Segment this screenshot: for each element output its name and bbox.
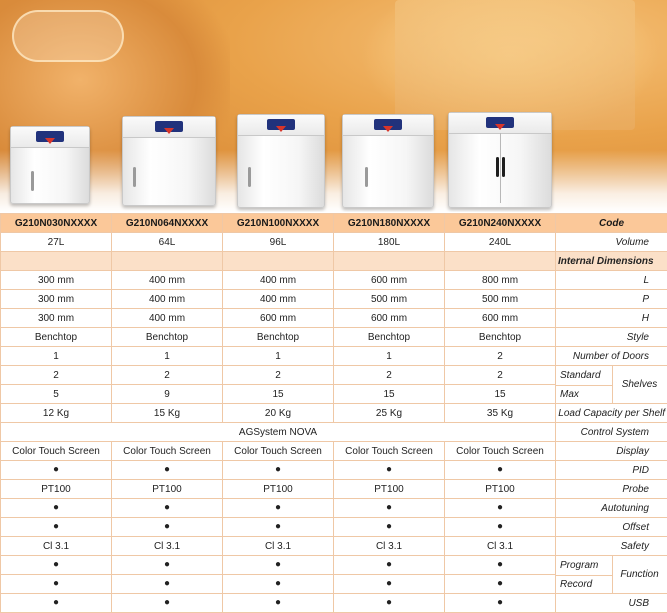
dimension-value: 600 mm (445, 309, 556, 328)
bullet-icon: ● (445, 499, 556, 518)
style-value: Benchtop (334, 328, 445, 347)
style-value: Benchtop (112, 328, 223, 347)
bullet-icon: ● (334, 499, 445, 518)
probe-value: PT100 (223, 480, 334, 499)
specifications-table (0, 213, 667, 613)
style-value: Benchtop (1, 328, 112, 347)
bullet-icon: ● (1, 461, 112, 480)
dimension-value: 400 mm (223, 271, 334, 290)
style-value: Benchtop (445, 328, 556, 347)
bullet-icon: ● (1, 518, 112, 537)
doors-row (1, 347, 667, 366)
display-value: Color Touch Screen (112, 442, 223, 461)
shelves-label-cell (556, 366, 667, 404)
offset-row (1, 518, 667, 537)
shelves-max-value: 9 (112, 385, 223, 404)
background-monitor (395, 0, 635, 130)
dimension-value: 400 mm (112, 309, 223, 328)
safety-value: Cl 3.1 (112, 537, 223, 556)
volume-value: 240L (445, 233, 556, 252)
bullet-icon: ● (1, 499, 112, 518)
safety-value: Cl 3.1 (223, 537, 334, 556)
bullet-icon: ● (334, 594, 445, 613)
bullet-icon: ● (445, 575, 556, 594)
display-value: Color Touch Screen (1, 442, 112, 461)
bullet-icon: ● (445, 594, 556, 613)
incubator-image-4 (342, 114, 434, 208)
dimension-value: 400 mm (112, 290, 223, 309)
shelves-max-value: 15 (445, 385, 556, 404)
bullet-icon: ● (445, 556, 556, 575)
probe-value: PT100 (112, 480, 223, 499)
bullet-icon: ● (445, 518, 556, 537)
function-record-label: Record (556, 576, 612, 594)
bullet-icon: ● (112, 575, 223, 594)
hero-banner (0, 0, 667, 212)
pid-row (1, 461, 667, 480)
probe-value: PT100 (445, 480, 556, 499)
bullet-icon: ● (223, 518, 334, 537)
function-label: Function (612, 556, 667, 593)
incubator-image-5 (448, 112, 552, 208)
probe-label: Probe (556, 480, 667, 499)
dimension-l-row (1, 271, 667, 290)
display-value: Color Touch Screen (334, 442, 445, 461)
shelves-standard-value: 2 (223, 366, 334, 385)
bullet-icon: ● (223, 499, 334, 518)
probe-row (1, 480, 667, 499)
dimension-h-label: H (556, 309, 667, 328)
safety-goggles (12, 10, 124, 62)
bullet-icon: ● (112, 518, 223, 537)
doors-value: 1 (334, 347, 445, 366)
shelves-max-value: 15 (223, 385, 334, 404)
dimension-value: 600 mm (334, 309, 445, 328)
shelves-label: Shelves (612, 366, 667, 403)
model-code: G210N100NXXXX (223, 214, 334, 233)
dimension-l-label: L (556, 271, 667, 290)
doors-value: 2 (445, 347, 556, 366)
shelves-standard-value: 2 (1, 366, 112, 385)
shelves-standard-value: 2 (334, 366, 445, 385)
dimension-value: 300 mm (1, 290, 112, 309)
probe-value: PT100 (334, 480, 445, 499)
dimension-value: 500 mm (334, 290, 445, 309)
dimension-p-label: P (556, 290, 667, 309)
dimension-value: 600 mm (334, 271, 445, 290)
display-row (1, 442, 667, 461)
autotuning-label: Autotuning (556, 499, 667, 518)
load-value: 25 Kg (334, 404, 445, 423)
model-code: G210N030NXXXX (1, 214, 112, 233)
bullet-icon: ● (334, 556, 445, 575)
volume-value: 180L (334, 233, 445, 252)
safety-value: Cl 3.1 (1, 537, 112, 556)
volume-value: 27L (1, 233, 112, 252)
shelves-standard-row (1, 366, 667, 385)
bullet-icon: ● (1, 575, 112, 594)
function-program-row (1, 556, 667, 575)
usb-label: USB (556, 594, 667, 613)
model-code-row (1, 214, 667, 233)
doors-value: 1 (1, 347, 112, 366)
doors-value: 1 (223, 347, 334, 366)
incubator-image-3 (237, 114, 325, 208)
doors-value: 1 (112, 347, 223, 366)
style-value: Benchtop (223, 328, 334, 347)
volume-row (1, 233, 667, 252)
bullet-icon: ● (334, 575, 445, 594)
dimension-value: 800 mm (445, 271, 556, 290)
volume-value: 96L (223, 233, 334, 252)
usb-row (1, 594, 667, 613)
bullet-icon: ● (223, 575, 334, 594)
pid-label: PID (556, 461, 667, 480)
dimension-p-row (1, 290, 667, 309)
probe-value: PT100 (1, 480, 112, 499)
offset-label: Offset (556, 518, 667, 537)
bullet-icon: ● (112, 499, 223, 518)
dimension-value: 600 mm (223, 309, 334, 328)
dimension-value: 300 mm (1, 271, 112, 290)
bullet-icon: ● (1, 556, 112, 575)
bullet-icon: ● (334, 518, 445, 537)
model-code: G210N240NXXXX (445, 214, 556, 233)
shelves-standard-label: Standard (556, 366, 612, 386)
load-value: 20 Kg (223, 404, 334, 423)
bullet-icon: ● (223, 556, 334, 575)
code-label: Code (556, 214, 667, 233)
style-row (1, 328, 667, 347)
shelves-max-value: 5 (1, 385, 112, 404)
dimension-value: 500 mm (445, 290, 556, 309)
internal-dimensions-label: Internal Dimensions (556, 252, 667, 271)
dimension-value: 400 mm (223, 290, 334, 309)
shelves-max-label: Max (556, 386, 612, 404)
incubator-image-1 (10, 126, 90, 204)
load-value: 35 Kg (445, 404, 556, 423)
function-program-label: Program (556, 556, 612, 576)
display-value: Color Touch Screen (445, 442, 556, 461)
doors-label: Number of Doors (556, 347, 667, 366)
control-system-value: AGSystem NOVA (1, 423, 556, 442)
incubator-image-2 (122, 116, 216, 206)
banner-fade (0, 150, 667, 212)
shelves-max-value: 15 (334, 385, 445, 404)
load-value: 12 Kg (1, 404, 112, 423)
dimension-value: 400 mm (112, 271, 223, 290)
model-code: G210N064NXXXX (112, 214, 223, 233)
volume-value: 64L (112, 233, 223, 252)
safety-value: Cl 3.1 (334, 537, 445, 556)
bullet-icon: ● (112, 461, 223, 480)
bullet-icon: ● (223, 461, 334, 480)
control-system-label: Control System (556, 423, 667, 442)
bullet-icon: ● (445, 461, 556, 480)
load-row (1, 404, 667, 423)
bullet-icon: ● (1, 594, 112, 613)
bullet-icon: ● (334, 461, 445, 480)
load-value: 15 Kg (112, 404, 223, 423)
bullet-icon: ● (223, 594, 334, 613)
style-label: Style (556, 328, 667, 347)
dimension-h-row (1, 309, 667, 328)
volume-label: Volume (556, 233, 667, 252)
safety-label: Safety (556, 537, 667, 556)
safety-row (1, 537, 667, 556)
shelves-standard-value: 2 (445, 366, 556, 385)
safety-value: Cl 3.1 (445, 537, 556, 556)
bullet-icon: ● (112, 594, 223, 613)
model-code: G210N180NXXXX (334, 214, 445, 233)
bullet-icon: ● (112, 556, 223, 575)
dimension-value: 300 mm (1, 309, 112, 328)
display-label: Display (556, 442, 667, 461)
function-label-cell (556, 556, 667, 594)
control-system-row (1, 423, 667, 442)
autotuning-row (1, 499, 667, 518)
load-label: Load Capacity per Shelf (556, 404, 667, 423)
display-value: Color Touch Screen (223, 442, 334, 461)
internal-dimensions-row (1, 252, 667, 271)
shelves-standard-value: 2 (112, 366, 223, 385)
